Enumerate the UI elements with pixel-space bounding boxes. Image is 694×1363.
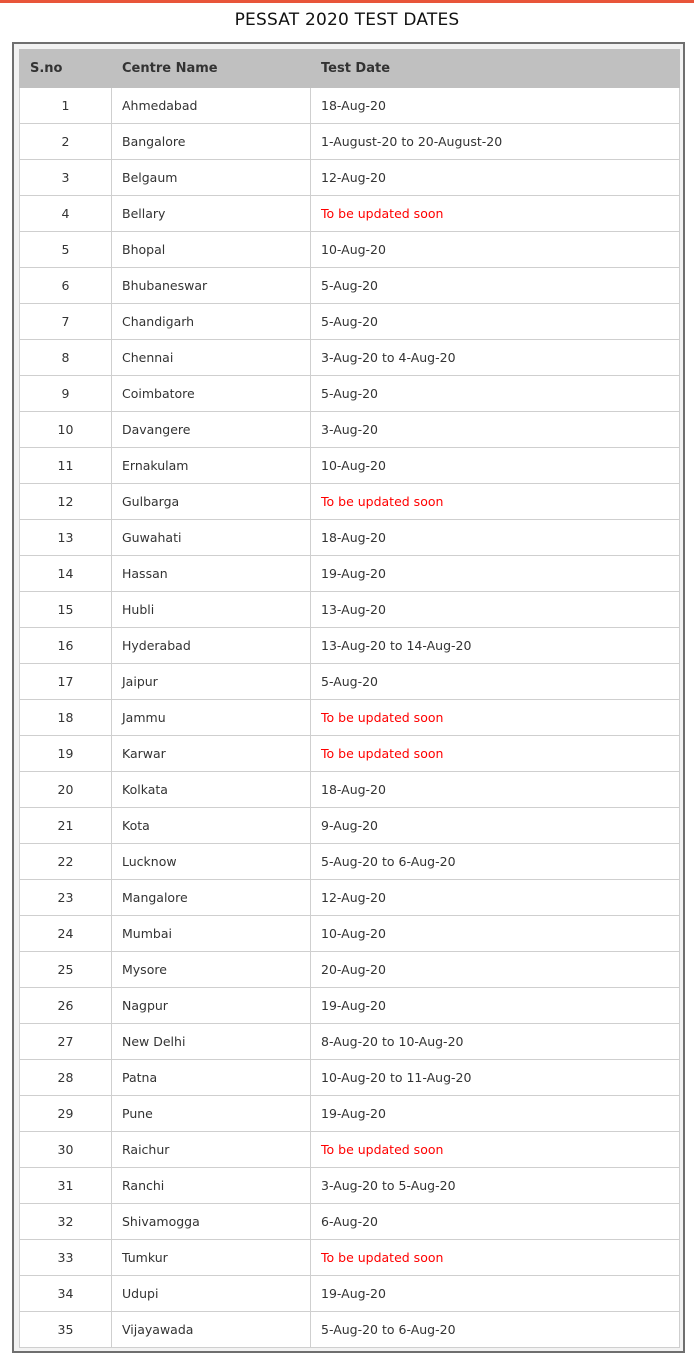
cell-sno: 33	[20, 1240, 112, 1276]
cell-centre-name: Ernakulam	[112, 448, 311, 484]
table-row	[20, 232, 680, 268]
cell-centre-name: Jaipur	[112, 664, 311, 700]
table-row	[20, 1168, 680, 1204]
table-row	[20, 1240, 680, 1276]
cell-centre-name: Chandigarh	[112, 304, 311, 340]
cell-centre-name: Mangalore	[112, 880, 311, 916]
table-row	[20, 700, 680, 736]
table-row	[20, 1096, 680, 1132]
cell-sno: 26	[20, 988, 112, 1024]
cell-test-date: 12-Aug-20	[311, 880, 680, 916]
cell-sno: 35	[20, 1312, 112, 1348]
table-row	[20, 412, 680, 448]
table-row	[20, 808, 680, 844]
cell-sno: 5	[20, 232, 112, 268]
cell-test-date-pending: To be updated soon	[311, 1132, 680, 1168]
cell-test-date: 5-Aug-20	[311, 376, 680, 412]
cell-sno: 23	[20, 880, 112, 916]
cell-centre-name: Bangalore	[112, 124, 311, 160]
table-header-row	[20, 50, 680, 88]
table-row	[20, 124, 680, 160]
table-row	[20, 88, 680, 124]
cell-sno: 9	[20, 376, 112, 412]
cell-sno: 30	[20, 1132, 112, 1168]
cell-test-date: 5-Aug-20 to 6-Aug-20	[311, 844, 680, 880]
cell-sno: 3	[20, 160, 112, 196]
cell-centre-name: Ranchi	[112, 1168, 311, 1204]
table-row	[20, 520, 680, 556]
cell-test-date: 5-Aug-20	[311, 268, 680, 304]
cell-sno: 14	[20, 556, 112, 592]
cell-sno: 10	[20, 412, 112, 448]
cell-sno: 32	[20, 1204, 112, 1240]
cell-test-date: 18-Aug-20	[311, 88, 680, 124]
cell-sno: 21	[20, 808, 112, 844]
cell-centre-name: Lucknow	[112, 844, 311, 880]
cell-test-date: 5-Aug-20 to 6-Aug-20	[311, 1312, 680, 1348]
cell-sno: 19	[20, 736, 112, 772]
table-row	[20, 1132, 680, 1168]
cell-sno: 17	[20, 664, 112, 700]
cell-test-date: 9-Aug-20	[311, 808, 680, 844]
cell-centre-name: Ahmedabad	[112, 88, 311, 124]
cell-test-date: 13-Aug-20	[311, 592, 680, 628]
table-row	[20, 448, 680, 484]
table-row	[20, 736, 680, 772]
cell-sno: 2	[20, 124, 112, 160]
cell-centre-name: Kolkata	[112, 772, 311, 808]
cell-centre-name: Kota	[112, 808, 311, 844]
cell-centre-name: Pune	[112, 1096, 311, 1132]
cell-centre-name: Hyderabad	[112, 628, 311, 664]
table-row	[20, 1276, 680, 1312]
cell-centre-name: New Delhi	[112, 1024, 311, 1060]
cell-centre-name: Nagpur	[112, 988, 311, 1024]
cell-sno: 13	[20, 520, 112, 556]
cell-test-date-pending: To be updated soon	[311, 736, 680, 772]
cell-test-date: 18-Aug-20	[311, 772, 680, 808]
table-frame	[12, 42, 685, 1353]
cell-centre-name: Vijayawada	[112, 1312, 311, 1348]
cell-sno: 27	[20, 1024, 112, 1060]
table-row	[20, 916, 680, 952]
table-row	[20, 340, 680, 376]
cell-centre-name: Udupi	[112, 1276, 311, 1312]
cell-test-date-pending: To be updated soon	[311, 700, 680, 736]
cell-centre-name: Mumbai	[112, 916, 311, 952]
table-row	[20, 772, 680, 808]
table-row	[20, 1024, 680, 1060]
cell-test-date: 12-Aug-20	[311, 160, 680, 196]
cell-centre-name: Shivamogga	[112, 1204, 311, 1240]
cell-sno: 24	[20, 916, 112, 952]
cell-centre-name: Belgaum	[112, 160, 311, 196]
cell-test-date: 19-Aug-20	[311, 1096, 680, 1132]
cell-centre-name: Guwahati	[112, 520, 311, 556]
cell-sno: 18	[20, 700, 112, 736]
cell-test-date: 20-Aug-20	[311, 952, 680, 988]
table-row	[20, 628, 680, 664]
cell-centre-name: Bhubaneswar	[112, 268, 311, 304]
table-row	[20, 268, 680, 304]
cell-test-date: 10-Aug-20	[311, 448, 680, 484]
cell-sno: 12	[20, 484, 112, 520]
cell-test-date-pending: To be updated soon	[311, 484, 680, 520]
cell-sno: 6	[20, 268, 112, 304]
cell-test-date: 19-Aug-20	[311, 988, 680, 1024]
cell-test-date: 13-Aug-20 to 14-Aug-20	[311, 628, 680, 664]
cell-test-date: 10-Aug-20	[311, 232, 680, 268]
cell-test-date: 8-Aug-20 to 10-Aug-20	[311, 1024, 680, 1060]
cell-centre-name: Bhopal	[112, 232, 311, 268]
cell-centre-name: Jammu	[112, 700, 311, 736]
cell-sno: 29	[20, 1096, 112, 1132]
cell-centre-name: Chennai	[112, 340, 311, 376]
cell-test-date: 10-Aug-20	[311, 916, 680, 952]
top-accent-rule	[0, 0, 694, 3]
cell-centre-name: Raichur	[112, 1132, 311, 1168]
cell-sno: 16	[20, 628, 112, 664]
header-centre-name: Centre Name	[112, 50, 311, 88]
cell-test-date-pending: To be updated soon	[311, 1240, 680, 1276]
table-row	[20, 844, 680, 880]
cell-test-date: 1-August-20 to 20-August-20	[311, 124, 680, 160]
cell-sno: 1	[20, 88, 112, 124]
cell-centre-name: Karwar	[112, 736, 311, 772]
cell-test-date: 5-Aug-20	[311, 664, 680, 700]
cell-test-date: 10-Aug-20 to 11-Aug-20	[311, 1060, 680, 1096]
cell-test-date-pending: To be updated soon	[311, 196, 680, 232]
cell-test-date: 3-Aug-20 to 5-Aug-20	[311, 1168, 680, 1204]
table-row	[20, 1312, 680, 1348]
table-row	[20, 304, 680, 340]
cell-centre-name: Tumkur	[112, 1240, 311, 1276]
table-row	[20, 160, 680, 196]
table-row	[20, 880, 680, 916]
page-title: PESSAT 2020 TEST DATES	[234, 10, 460, 30]
cell-centre-name: Bellary	[112, 196, 311, 232]
table-row	[20, 952, 680, 988]
cell-sno: 15	[20, 592, 112, 628]
cell-test-date: 6-Aug-20	[311, 1204, 680, 1240]
table-row	[20, 196, 680, 232]
table-row	[20, 484, 680, 520]
table-row	[20, 1060, 680, 1096]
table-row	[20, 1204, 680, 1240]
test-dates-table	[19, 49, 680, 1348]
cell-test-date: 19-Aug-20	[311, 556, 680, 592]
cell-sno: 25	[20, 952, 112, 988]
header-test-date: Test Date	[311, 50, 680, 88]
cell-sno: 7	[20, 304, 112, 340]
table-row	[20, 592, 680, 628]
cell-test-date: 3-Aug-20	[311, 412, 680, 448]
cell-sno: 11	[20, 448, 112, 484]
cell-centre-name: Mysore	[112, 952, 311, 988]
cell-test-date: 3-Aug-20 to 4-Aug-20	[311, 340, 680, 376]
cell-test-date: 5-Aug-20	[311, 304, 680, 340]
cell-centre-name: Davangere	[112, 412, 311, 448]
cell-sno: 28	[20, 1060, 112, 1096]
cell-sno: 22	[20, 844, 112, 880]
cell-test-date: 19-Aug-20	[311, 1276, 680, 1312]
header-sno: S.no	[20, 50, 112, 88]
table-row	[20, 556, 680, 592]
cell-centre-name: Hassan	[112, 556, 311, 592]
cell-centre-name: Patna	[112, 1060, 311, 1096]
cell-centre-name: Gulbarga	[112, 484, 311, 520]
table-row	[20, 988, 680, 1024]
cell-sno: 4	[20, 196, 112, 232]
cell-sno: 34	[20, 1276, 112, 1312]
cell-sno: 20	[20, 772, 112, 808]
cell-sno: 8	[20, 340, 112, 376]
cell-centre-name: Hubli	[112, 592, 311, 628]
cell-sno: 31	[20, 1168, 112, 1204]
cell-test-date: 18-Aug-20	[311, 520, 680, 556]
cell-centre-name: Coimbatore	[112, 376, 311, 412]
table-row	[20, 376, 680, 412]
table-row	[20, 664, 680, 700]
